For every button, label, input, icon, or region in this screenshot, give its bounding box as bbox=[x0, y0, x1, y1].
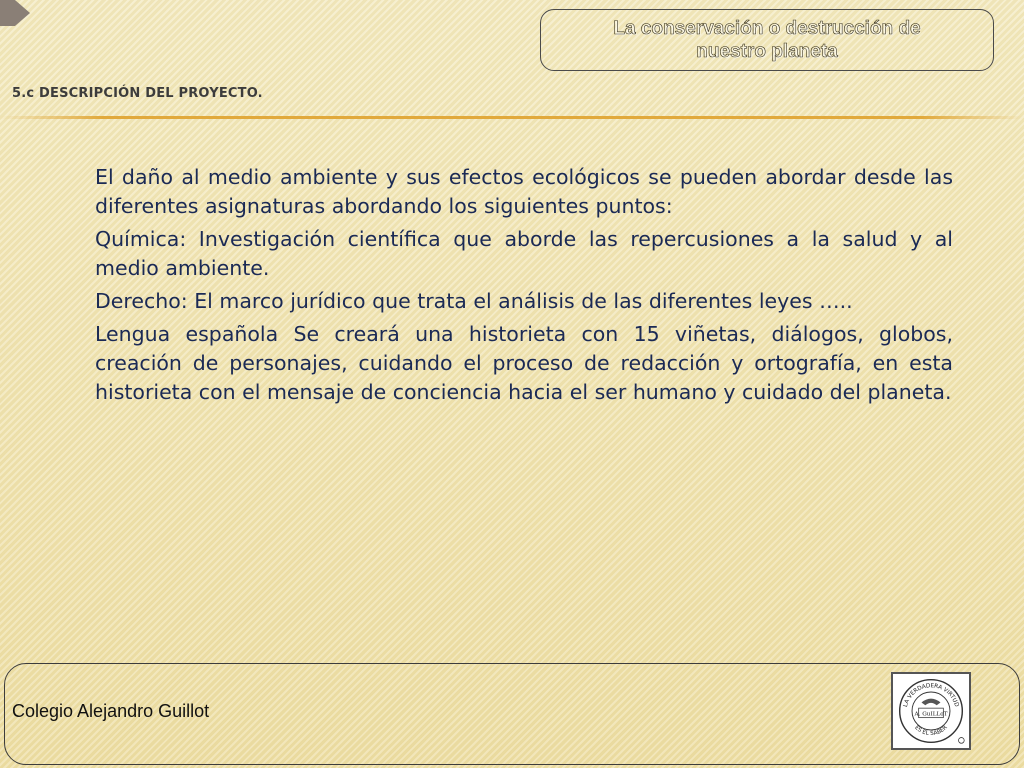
svg-text:ES EL SABER bbox=[913, 725, 949, 737]
seal-bottom-text: ES EL SABER bbox=[913, 724, 949, 738]
slide-title: La conservación o destrucción de nuestro planeta bbox=[613, 18, 921, 62]
section-heading: 5.c DESCRIPCIÓN DEL PROYECTO. bbox=[12, 86, 263, 101]
title-box bbox=[540, 9, 994, 71]
school-name: Colegio Alejandro Guillot bbox=[12, 701, 210, 721]
paragraph-derecho: Derecho: El marco jurídico que trata el análisis de las diferentes leyes ….. bbox=[95, 289, 853, 313]
seal-center-text: A. GuILLoT bbox=[914, 711, 948, 718]
content-body bbox=[95, 163, 953, 411]
heading-divider bbox=[0, 116, 1024, 119]
paragraph-intro: El daño al medio ambiente y sus efectos ecológicos se pueden abordar desde las diferentes asignaturas abordando los siguientes puntos: bbox=[95, 165, 953, 218]
school-seal-icon bbox=[891, 672, 971, 750]
paragraph-lengua: Lengua española Se creará una historieta con 15 viñetas, diálogos, globos, creación de personajes, cuidando el proceso de redacción y ortografía, en esta historieta con el mensaje de conciencia hacia el ser humano y cuidado del planeta. bbox=[95, 322, 953, 404]
slide-arrow-decoration bbox=[0, 0, 30, 26]
seal-top-text: LA VERDADERA VIRTUD bbox=[902, 683, 960, 708]
paragraph-quimica: Química: Investigación científica que aborde las repercusiones a la salud y al medio ambiente. bbox=[95, 227, 953, 280]
